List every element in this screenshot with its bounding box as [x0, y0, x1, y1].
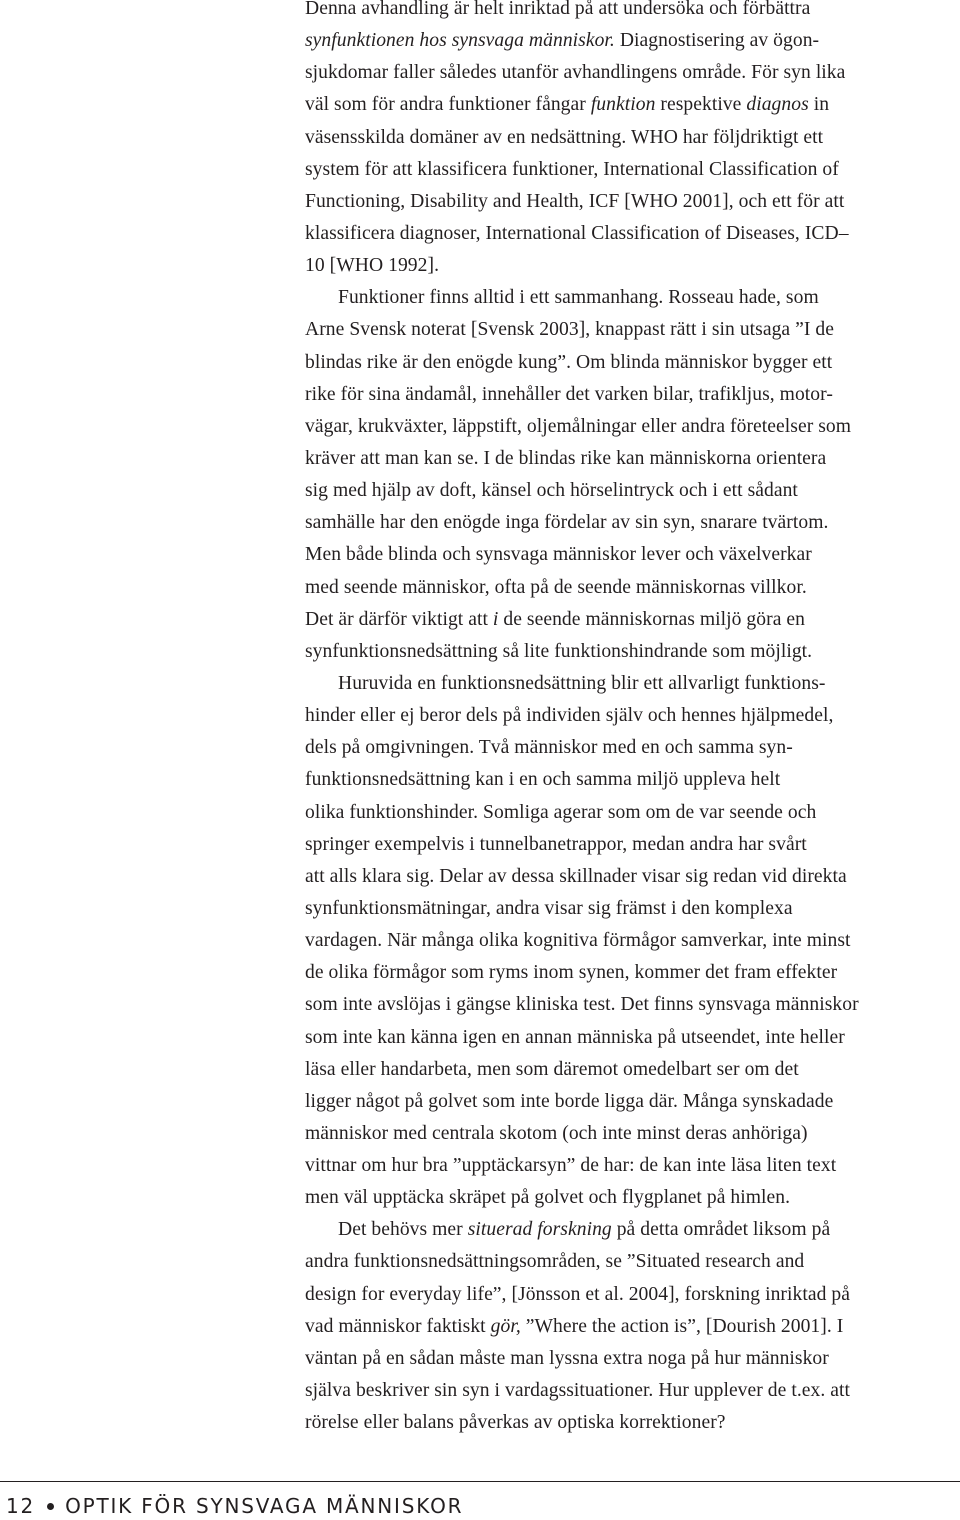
text-run: design for everyday life”, [Jönsson et al. 2004], forskning inriktad på: [305, 1283, 850, 1305]
text-line: [305, 925, 957, 957]
text-run: Arne Svensk noterat [Svensk 2003], knappast rätt i sin utsaga ”I de: [305, 319, 834, 341]
italic-text-run: i: [492, 608, 499, 630]
paragraph: [305, 1214, 957, 1439]
text-line: [305, 700, 957, 732]
italic-text-run: situerad forskning: [467, 1219, 612, 1241]
text-line: [305, 186, 957, 218]
text-line: [305, 282, 957, 314]
text-line: [305, 668, 957, 700]
text-run: respektive: [655, 94, 747, 116]
paragraph: [305, 0, 957, 282]
text-run: att alls klara sig. Delar av dessa skillnader visar sig redan vid direkta: [305, 865, 847, 887]
text-run: Men både blinda och synsvaga människor lever och växelverkar: [305, 544, 812, 566]
text-run: dels på omgivningen. Två människor med en och samma syn-: [305, 737, 793, 759]
text-line: [305, 861, 957, 893]
text-line: [305, 25, 957, 57]
text-line: [305, 154, 957, 186]
text-run: rörelse eller balans påverkas av optiska korrektioner?: [305, 1412, 726, 1434]
text-run: läsa eller handarbeta, men som däremot omedelbart ser om det: [305, 1058, 799, 1080]
text-run: kräver att man kan se. I de blindas rike kan människorna orientera: [305, 447, 827, 469]
text-line: [305, 250, 957, 282]
text-line: [305, 379, 957, 411]
text-run: vittnar om hur bra ”upptäckarsyn” de har: de kan inte läsa liten text: [305, 1155, 837, 1177]
text-run: ”Where the action is”, [Dourish 2001]. I: [520, 1315, 844, 1337]
text-line: [305, 797, 957, 829]
text-run: funktionsnedsättning kan i en och samma miljö uppleva helt: [305, 769, 781, 791]
text-line: [305, 314, 957, 346]
text-line: [305, 347, 957, 379]
text-line: [305, 475, 957, 507]
text-run: med seende människor, ofta på de seende människornas villkor.: [305, 576, 807, 598]
text-line: [305, 507, 957, 539]
text-line: [305, 1279, 957, 1311]
text-line: [305, 1246, 957, 1278]
bullet-separator-icon: [47, 1503, 54, 1510]
text-run: olika funktionshinder. Somliga agerar som om de var seende och: [305, 801, 817, 823]
text-run: vägar, krukväxter, läppstift, oljemålningar eller andra företeelser som: [305, 415, 852, 437]
text-line: [305, 764, 957, 796]
text-line: [305, 0, 957, 25]
text-run: väsensskilda domäner av en nedsättning. WHO har följdriktigt ett: [305, 126, 824, 148]
text-line: [305, 989, 957, 1021]
text-line: [305, 1343, 957, 1375]
page-number: 12: [6, 1494, 36, 1518]
text-line: [305, 1086, 957, 1118]
running-title: OPTIK FÖR SYNSVAGA MÄNNISKOR: [65, 1494, 464, 1518]
text-line: [305, 443, 957, 475]
text-line: [305, 732, 957, 764]
text-run: rike för sina ändamål, innehåller det varken bilar, trafikljus, motor-: [305, 383, 833, 405]
text-line: [305, 122, 957, 154]
text-line: [305, 411, 957, 443]
text-run: sjukdomar faller således utanför avhandlingens område. För syn lika: [305, 62, 846, 84]
text-line: [305, 893, 957, 925]
italic-text-run: diagnos: [746, 94, 809, 116]
text-line: [305, 1118, 957, 1150]
text-run: de olika förmågor som ryms inom synen, kommer det fram effekter: [305, 962, 838, 984]
italic-text-run: synfunktionen hos synsvaga människor.: [305, 30, 615, 52]
text-line: [305, 636, 957, 668]
italic-text-run: funktion: [590, 94, 656, 116]
text-run: synfunktionsnedsättning så lite funktionshindrande som möjligt.: [305, 640, 813, 662]
text-line: [305, 1407, 957, 1439]
text-run: in: [808, 94, 830, 116]
paragraph: [305, 282, 957, 668]
text-run: klassificera diagnoser, International Classification of Diseases, ICD–: [305, 222, 849, 244]
text-line: [305, 1214, 957, 1246]
text-run: människor med centrala skotom (och inte minst deras anhöriga): [305, 1122, 808, 1144]
text-run: som inte kan känna igen en annan människa på utseendet, inte heller: [305, 1026, 845, 1048]
text-line: [305, 1150, 957, 1182]
text-line: [305, 539, 957, 571]
text-run: hinder eller ej beror dels på individen själv och hennes hjälpmedel,: [305, 705, 834, 727]
text-line: [305, 604, 957, 636]
text-run: Det är därför viktigt att: [305, 608, 493, 630]
text-run: de seende människornas miljö göra en: [498, 608, 805, 630]
text-line: [305, 1311, 957, 1343]
text-run: blindas rike är den enögde kung”. Om blinda människor bygger ett: [305, 351, 833, 373]
text-run: 10 [WHO 1992].: [305, 255, 440, 277]
text-line: [305, 1054, 957, 1086]
text-run: som inte avslöjas i gängse kliniska test. Det finns synsvaga människor: [305, 994, 859, 1016]
text-run: själva beskriver sin syn i vardagssituationer. Hur upplever de t.ex. att: [305, 1380, 851, 1402]
text-line: [305, 89, 957, 121]
text-run: på detta området liksom på: [611, 1219, 831, 1241]
text-run: Funktioner finns alltid i ett sammanhang. Rosseau hade, som: [338, 287, 819, 309]
text-run: vardagen. När många olika kognitiva förmågor samverkar, inte minst: [305, 930, 851, 952]
text-run: synfunktionsmätningar, andra visar sig främst i den komplexa: [305, 897, 793, 919]
text-run: väl som för andra funktioner fångar: [305, 94, 591, 116]
text-run: Det behövs mer: [338, 1219, 468, 1241]
text-line: [305, 218, 957, 250]
text-run: ligger något på golvet som inte borde ligga där. Många synskadade: [305, 1090, 834, 1112]
text-line: [305, 1022, 957, 1054]
page-footer: [6, 1492, 463, 1520]
text-line: [305, 1182, 957, 1214]
text-run: Huruvida en funktionsnedsättning blir ett allvarligt funktions-: [338, 672, 826, 694]
text-run: sig med hjälp av doft, känsel och hörselintryck och i ett sådant: [305, 480, 798, 502]
text-run: vad människor faktiskt: [305, 1315, 491, 1337]
text-run: system för att klassificera funktioner, International Classification of: [305, 158, 839, 180]
text-line: [305, 1375, 957, 1407]
body-text: [305, 0, 957, 1439]
text-line: [305, 829, 957, 861]
text-run: men väl upptäcka skräpet på golvet och flygplanet på himlen.: [305, 1187, 791, 1209]
text-run: samhälle har den enögde inga fördelar av sin syn, snarare tvärtom.: [305, 512, 829, 534]
text-run: Diagnostisering av ögon-: [614, 30, 820, 52]
text-line: [305, 957, 957, 989]
paragraph: [305, 668, 957, 1214]
text-run: andra funktionsnedsättningsområden, se ”Situated research and: [305, 1251, 805, 1273]
text-run: springer exempelvis i tunnelbanetrappor, medan andra har svårt: [305, 833, 807, 855]
text-run: Denna avhandling är helt inriktad på att undersöka och förbättra: [305, 0, 811, 19]
text-line: [305, 57, 957, 89]
text-line: [305, 572, 957, 604]
footer-rule: [0, 1481, 960, 1482]
text-run: Functioning, Disability and Health, ICF [WHO 2001], och ett för att: [305, 190, 845, 212]
italic-text-run: gör,: [490, 1315, 521, 1337]
text-run: väntan på en sådan måste man lyssna extra noga på hur människor: [305, 1347, 829, 1369]
